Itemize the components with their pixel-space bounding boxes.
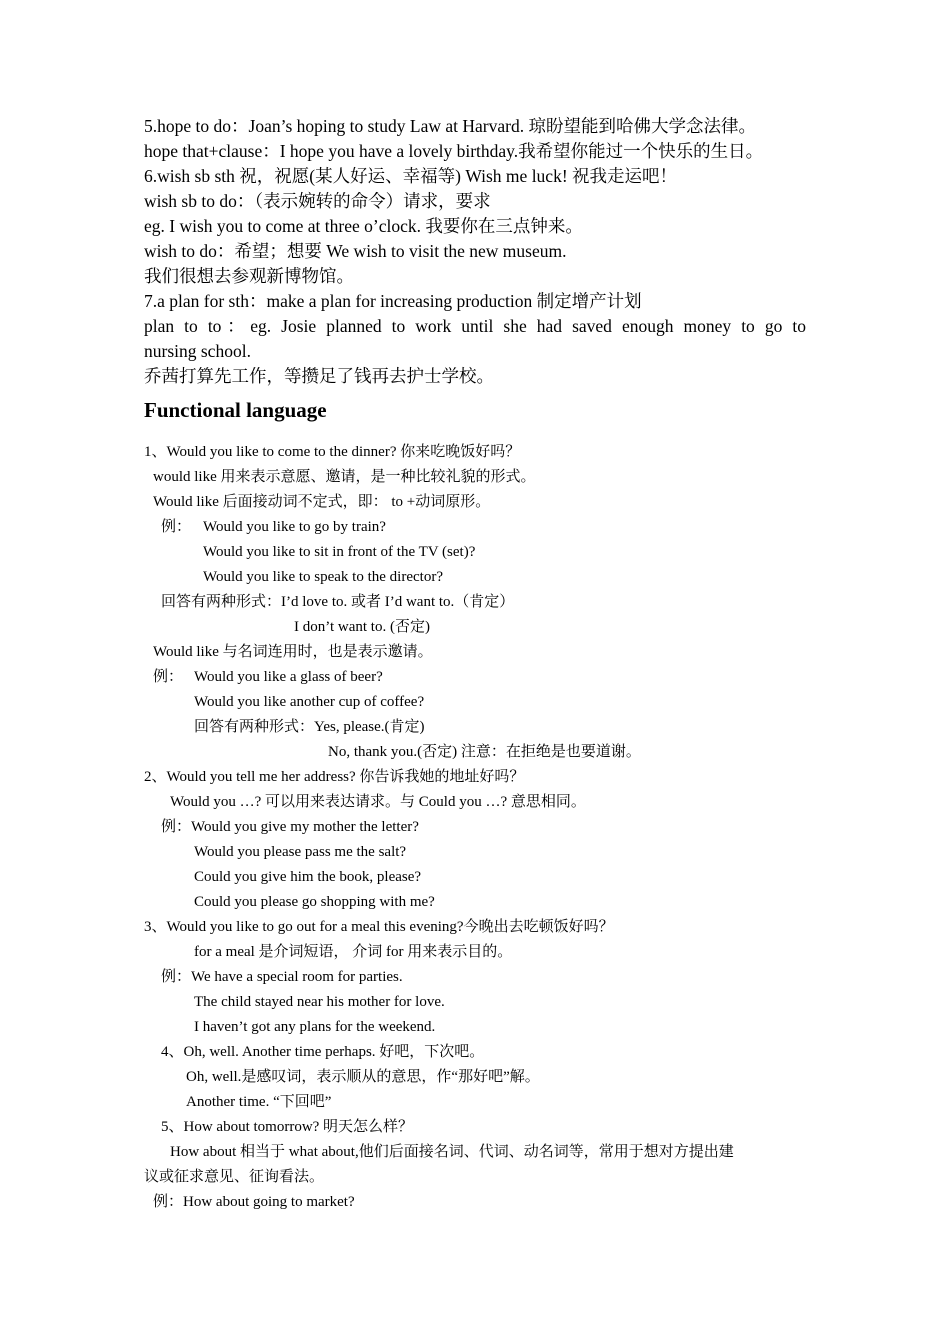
example-label: 例：: [153, 669, 184, 685]
item-3-note: for a meal 是介词短语， 介词 for 用来表示目的。: [194, 944, 513, 960]
item-5-note: How about 相当于 what about,他们后面接名词、代词、动名词等，常用于想对方提出建: [170, 1144, 734, 1160]
example-line: Would you like to sit in front of the TV (set)?: [203, 544, 476, 560]
answer-forms-line: 回答有两种形式：I’d love to. 或者 I’d want to.（肯定）: [161, 594, 515, 610]
wish-to-do-line: wish to do：希望；想要 We wish to visit the new museum.: [144, 241, 567, 261]
plan-to-continuation: nursing school.: [144, 341, 251, 361]
example-line: The child stayed near his mother for love.: [194, 994, 445, 1010]
example-line: Would you like to speak to the director?: [203, 569, 443, 585]
item-1-note-a: would like 用来表示意愿、邀请，是一种比较礼貌的形式。: [153, 469, 536, 485]
example-line: 例：We have a special room for parties.: [161, 969, 403, 985]
item-5-note-continuation: 议或征求意见、征询看法。: [144, 1169, 325, 1185]
example-line: Would you like to go by train?: [203, 519, 386, 535]
example-line: Could you please go shopping with me?: [194, 894, 435, 910]
plan-translation-line: 乔茜打算先工作，等攒足了钱再去护士学校。: [144, 366, 494, 386]
hope-that-clause-line: hope that+clause：I hope you have a lovely birthday.我希望你能过一个快乐的生日。: [144, 141, 764, 161]
item-4-title: 4、Oh, well. Another time perhaps. 好吧，下次吧。: [161, 1044, 485, 1060]
plan-to-line: plan to to：eg. Josie planned to work until she had saved enough money to go to: [144, 316, 806, 336]
plan-for-line: 7.a plan for sth：make a plan for increasing production 制定增产计划: [144, 291, 642, 311]
item-1-note-c: Would like 与名词连用时，也是表示邀请。: [153, 644, 433, 660]
answer-negative-line: No, thank you.(否定) 注意：在拒绝是也要道谢。: [328, 744, 641, 760]
example-line: Would you like a glass of beer?: [194, 669, 383, 685]
item-1-note-b: Would like 后面接动词不定式，即： to +动词原形。: [153, 494, 491, 510]
item-3-title: 3、Would you like to go out for a meal this evening?今晚出去吃顿饭好吗？: [144, 919, 614, 935]
wish-sb-sth-line: 6.wish sb sth 祝，祝愿(某人好运、幸福等) Wish me luck! 祝我走运吧！: [144, 166, 678, 186]
example-line: Would you like another cup of coffee?: [194, 694, 425, 710]
item-4-note-b: Another time. “下回吧”: [186, 1094, 332, 1110]
example-line: 例：Would you give my mother the letter?: [161, 819, 419, 835]
hope-to-do-line: 5.hope to do：Joan’s hoping to study Law at Harvard. 琼盼望能到哈佛大学念法律。: [144, 116, 756, 136]
wish-translation-line: 我们很想去参观新博物馆。: [144, 266, 354, 286]
example-line: 例：How about going to market?: [153, 1194, 355, 1210]
example-line: I haven’t got any plans for the weekend.: [194, 1019, 436, 1035]
item-1-title: 1、Would you like to come to the dinner? 你来吃晚饭好吗？: [144, 444, 521, 460]
wish-example-line: eg. I wish you to come at three o’clock. 我要你在三点钟来。: [144, 216, 583, 236]
answer-forms-line: 回答有两种形式：Yes, please.(肯定): [194, 719, 425, 735]
item-2-note: Would you …? 可以用来表达请求。与 Could you …? 意思相同。: [170, 794, 586, 810]
section-heading: Functional language: [144, 398, 327, 422]
item-2-title: 2、Would you tell me her address? 你告诉我她的地址好吗？: [144, 769, 525, 785]
example-line: Would you please pass me the salt?: [194, 844, 407, 860]
answer-negative-line: I don’t want to. (否定): [294, 619, 430, 635]
example-line: Could you give him the book, please?: [194, 869, 422, 885]
item-5-title: 5、How about tomorrow? 明天怎么样？: [161, 1119, 414, 1135]
item-4-note-a: Oh, well.是感叹词，表示顺从的意思，作“那好吧”解。: [186, 1069, 540, 1085]
example-label: 例：: [161, 519, 192, 535]
wish-sb-to-do-line: wish sb to do：（表示婉转的命令）请求，要求: [144, 191, 491, 211]
